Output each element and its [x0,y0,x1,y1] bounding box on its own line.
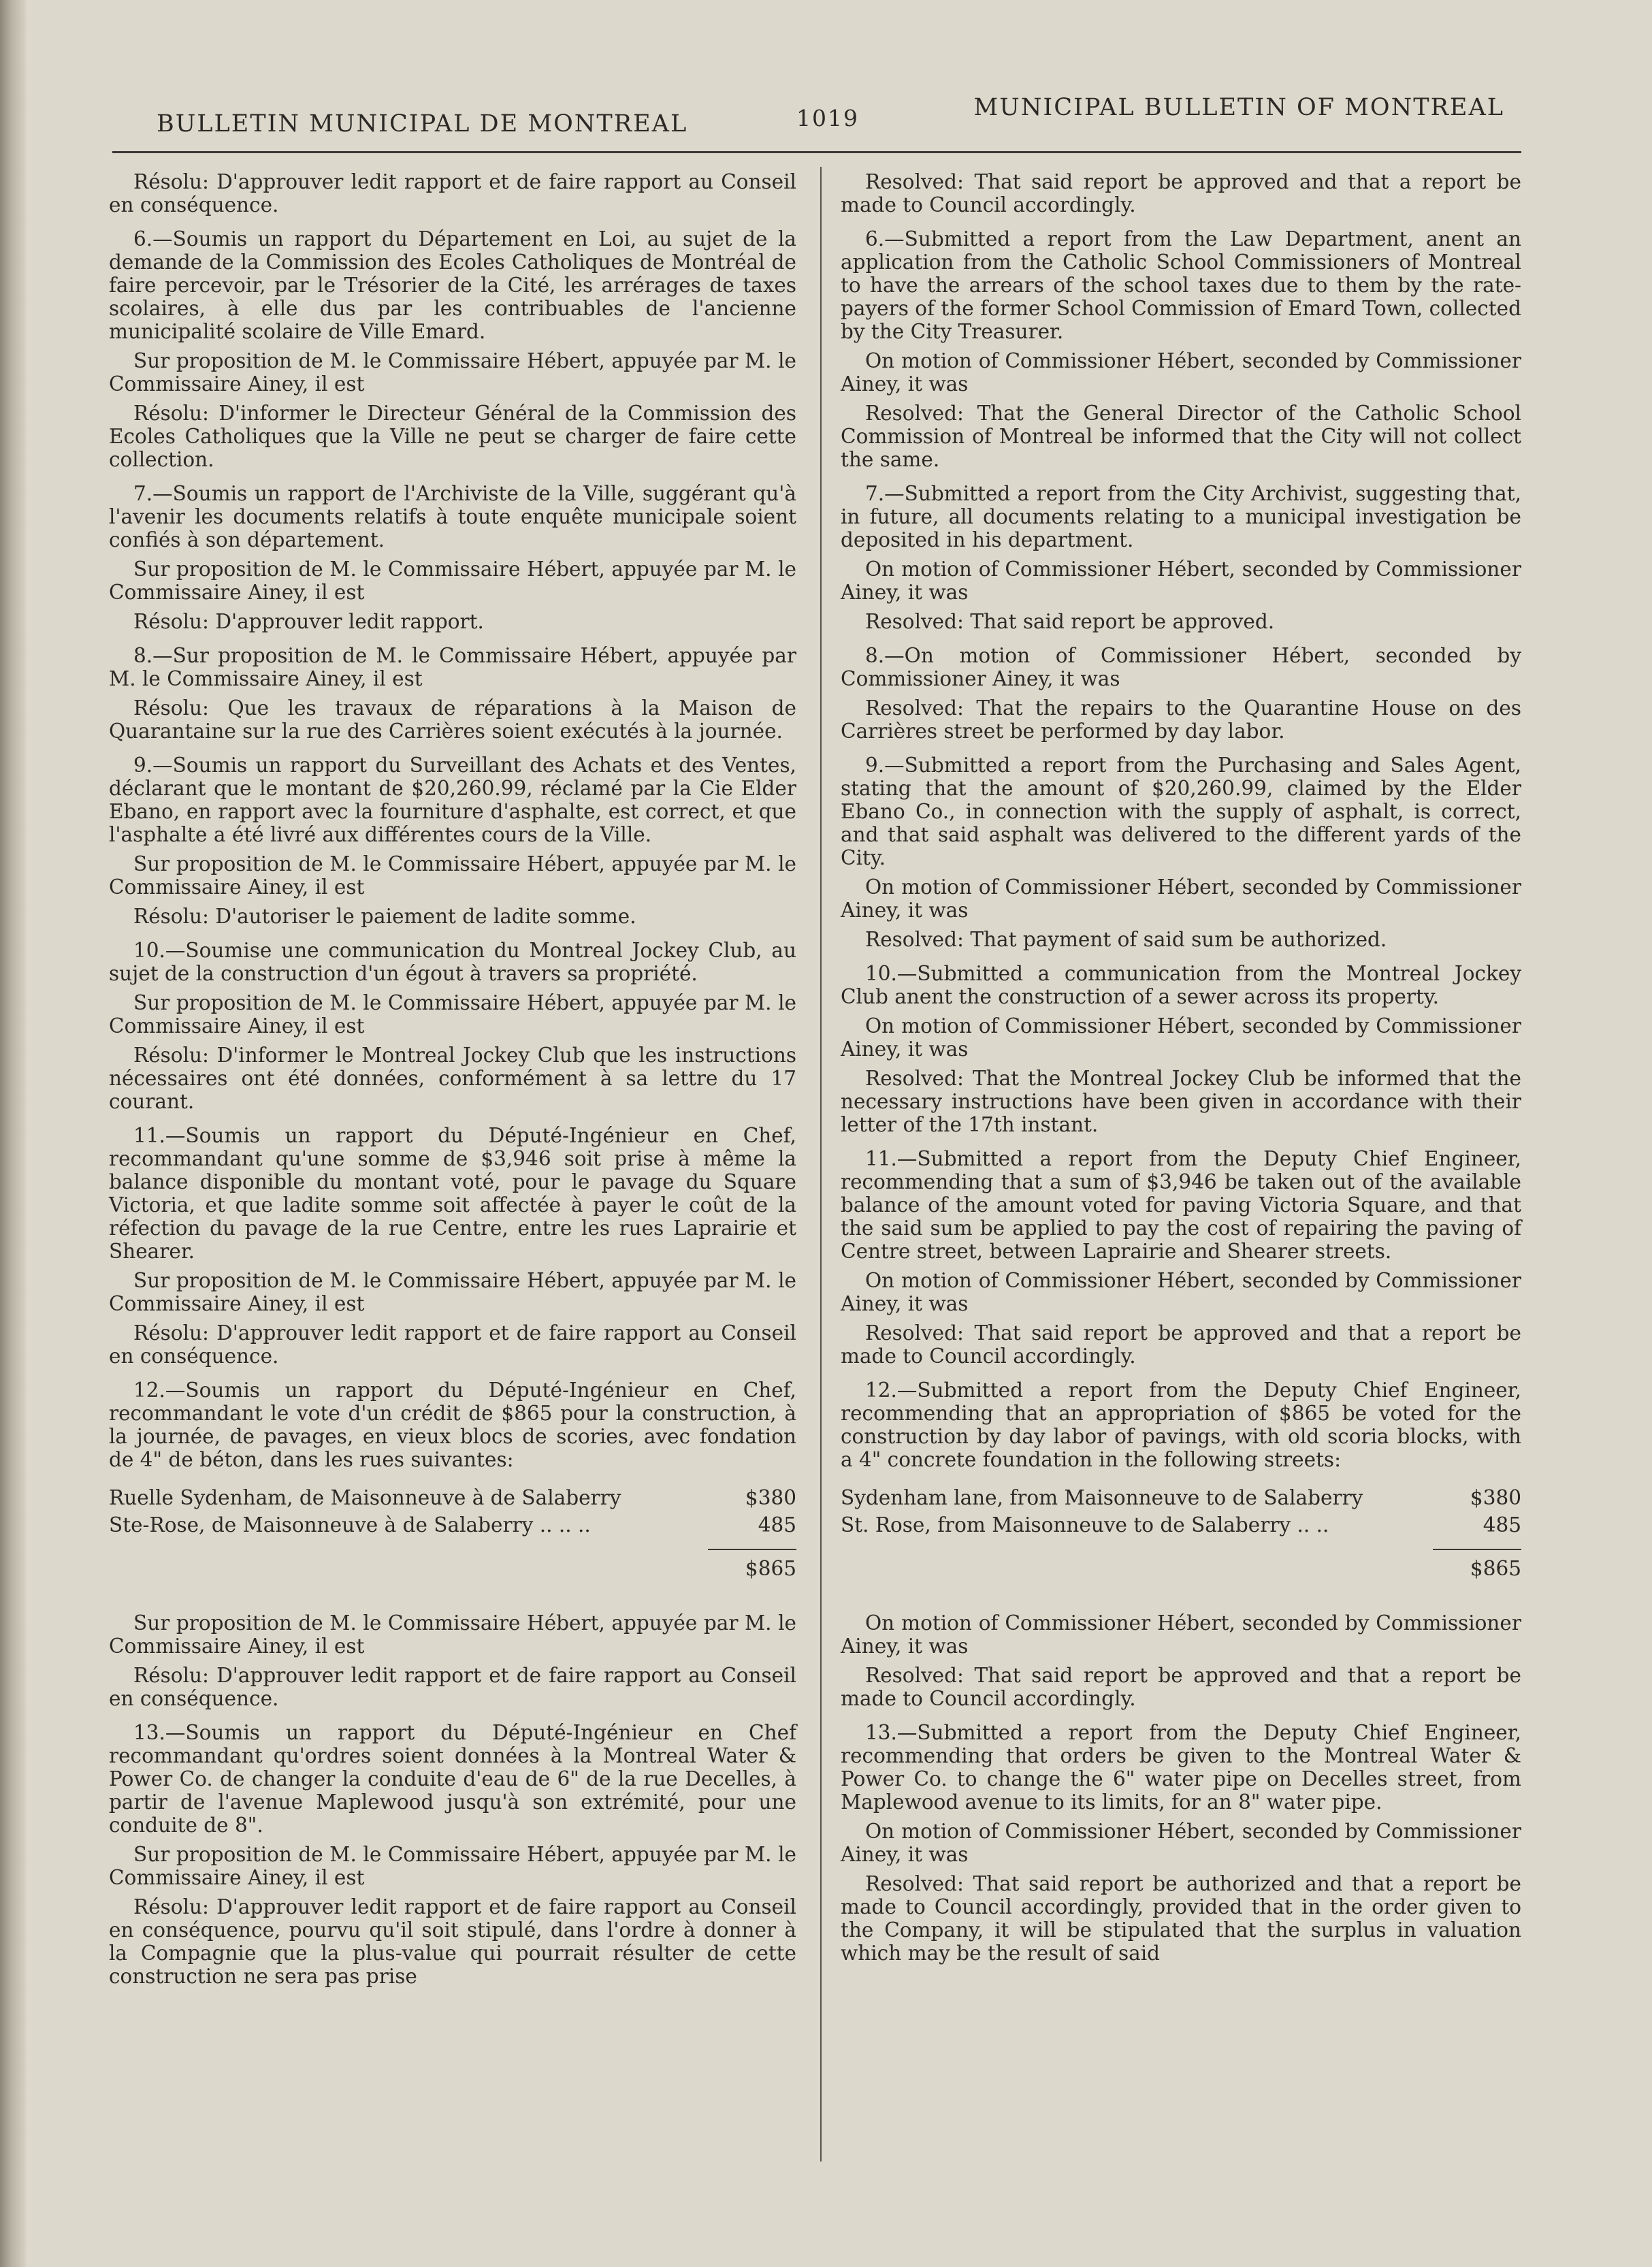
paragraph: Résolu: D'informer le Directeur Général de la Commission des Ecoles Catholiques que la Ville ne peut se charger de faire cette collection. [109,402,796,471]
paragraph: Resolved: That payment of said sum be authorized. [865,928,1387,951]
column-divider [820,167,822,2161]
paragraph: 7.—Submitted a report from the City Archivist, suggesting that, in future, all documents relating to a municipal investigation be deposited in his department. [841,482,1521,551]
header-english-title: MUNICIPAL BULLETIN OF MONTREAL [973,94,1504,121]
total-amount: $865 [1470,1557,1521,1580]
paragraph: Resolved: That said report be authorized and that a report be made to Council accordingly, provided that in the order given to the Company, it will be stipulated that the surplus in valuation which may be the result of said [841,1872,1521,1965]
street-label: Ste-Rose, de Maisonneuve à de Salaberry .. .. .. [109,1513,591,1537]
paragraph: Résolu: D'approuver ledit rapport et de faire rapport au Conseil en conséquence, pourvu qu'il soit stipulé, dans l'ordre à donner à la Compagnie que la plus-value qui pourrait résulter de cette construction ne sera pas prise [109,1895,796,1988]
street-label: Sydenham lane, from Maisonneuve to de Salaberry [841,1486,1363,1509]
paragraph: On motion of Commissioner Hébert, seconded by Commissioner Ainey, it was [841,1269,1521,1315]
paragraph: Sur proposition de M. le Commissaire Hébert, appuyée par M. le Commissaire Ainey, il est [109,1269,796,1315]
amount: $380 [1470,1486,1521,1509]
paragraph: Resolved: That said report be approved and that a report be made to Council accordingly. [841,1321,1521,1368]
paragraph: Resolved: That said report be approved and that a report be made to Council accordingly. [841,170,1521,216]
paragraph: 10.—Soumise une communication du Montreal Jockey Club, au sujet de la construction d'un égout à travers sa propriété. [109,939,796,985]
paragraph: 6.—Submitted a report from the Law Department, anent an application from the Catholic School Commissioners of Montreal to have the arrears of the school taxes due to them by the rate-payers of the former School Commission of Emard Town, collected by the City Treasurer. [841,227,1521,343]
paragraph: Resolved: That the Montreal Jockey Club be informed that the necessary instructions have been given in accordance with their letter of the 17th instant. [841,1067,1521,1136]
paragraph: Sur proposition de M. le Commissaire Hébert, appuyée par M. le Commissaire Ainey, il est [109,349,796,396]
paragraph: 6.—Soumis un rapport du Département en Loi, au sujet de la demande de la Commission des Ecoles Catholiques de Montréal de faire percevoir, par le Trésorier de la Cité, les arrérages de taxes scolaires, à elle dus par les contribuables de l'ancienne municipalité scolaire de Ville Emard. [109,227,796,343]
paragraph: Résolu: Que les travaux de réparations à la Maison de Quarantaine sur la rue des Carrières soient exécutés à la journée. [109,696,796,743]
street-label: St. Rose, from Maisonneuve to de Salaberry .. .. [841,1513,1329,1537]
paragraph: Résolu: D'approuver ledit rapport. [133,610,484,633]
paragraph: Sur proposition de M. le Commissaire Hébert, appuyée par M. le Commissaire Ainey, il est [109,852,796,899]
paragraph: 13.—Soumis un rapport du Député-Ingénieur en Chef recommandant qu'ordres soient données à la Montreal Water & Power Co. de changer la conduite d'eau de 6" de la rue Decelles, à partir de l'avenue Maplewood jusqu'à son extrémité, pour une conduite de 8". [109,1721,796,1837]
paragraph: Sur proposition de M. le Commissaire Hébert, appuyée par M. le Commissaire Ainey, il est [109,1843,796,1889]
header-rule [112,151,1521,153]
paragraph: On motion of Commissioner Hébert, seconded by Commissioner Ainey, it was [841,875,1521,922]
header-french-title: BULLETIN MUNICIPAL DE MONTREAL [157,110,688,138]
paragraph: On motion of Commissioner Hébert, seconded by Commissioner Ainey, it was [841,1014,1521,1061]
amount: $380 [745,1486,796,1509]
page-number: 1019 [796,105,859,131]
paragraph: Résolu: D'autoriser le paiement de ladite somme. [133,905,636,928]
paragraph: On motion of Commissioner Hébert, seconded by Commissioner Ainey, it was [841,1820,1521,1866]
paragraph: On motion of Commissioner Hébert, seconded by Commissioner Ainey, it was [841,558,1521,604]
paragraph: Resolved: That the repairs to the Quarantine House on des Carrières street be performed by day labor. [841,696,1521,743]
total-amount: $865 [745,1557,796,1580]
paragraph: Resolved: That the General Director of the Catholic School Commission of Montreal be informed that the City will not collect the same. [841,402,1521,471]
table-row [109,1513,796,1537]
paragraph: 8.—On motion of Commissioner Hébert, seconded by Commissioner Ainey, it was [841,644,1521,690]
french-column [109,170,796,1994]
paragraph: Sur proposition de M. le Commissaire Hébert, appuyée par M. le Commissaire Ainey, il est [109,1611,796,1658]
paragraph: 9.—Submitted a report from the Purchasing and Sales Agent, stating that the amount of $20,260.99, claimed by the Elder Ebano Co., in connection with the supply of asphalt, is correct, and that said asphalt was delivered to the different yards of the City. [841,754,1521,869]
paragraph: On motion of Commissioner Hébert, seconded by Commissioner Ainey, it was [841,349,1521,396]
paragraph: Resolved: That said report be approved. [865,610,1275,633]
page-header [157,90,1504,138]
appropriation-table [109,1486,796,1580]
paragraph: 10.—Submitted a communication from the Montreal Jockey Club anent the construction of a sewer across its property. [841,962,1521,1008]
paragraph: Résolu: D'informer le Montreal Jockey Club que les instructions nécessaires ont été données, conformément à sa lettre du 17 courant. [109,1044,796,1113]
paragraph: Résolu: D'approuver ledit rapport et de faire rapport au Conseil en conséquence. [109,1321,796,1368]
table-row [841,1486,1521,1509]
book-binding-shadow [0,0,26,2267]
paragraph: Résolu: D'approuver ledit rapport et de faire rapport au Conseil en conséquence. [109,1664,796,1710]
paragraph: 12.—Submitted a report from the Deputy Chief Engineer, recommending that an appropriation of $865 be voted for the construction by day labor of pavings, with old scoria blocks, with a 4" concrete foundation in the following streets: [841,1379,1521,1471]
paragraph: Sur proposition de M. le Commissaire Hébert, appuyée par M. le Commissaire Ainey, il est [109,558,796,604]
amount: 485 [1483,1513,1521,1537]
paragraph: 8.—Sur proposition de M. le Commissaire Hébert, appuyée par M. le Commissaire Ainey, il est [109,644,796,690]
street-label: Ruelle Sydenham, de Maisonneuve à de Salaberry [109,1486,621,1509]
table-row [109,1486,796,1509]
paragraph: 11.—Submitted a report from the Deputy Chief Engineer, recommending that a sum of $3,946 be taken out of the available balance of the amount voted for paving Victoria Square, and that the said sum be applied to pay the cost of repairing the paving of Centre street, between Laprairie and Shearer streets. [841,1147,1521,1263]
amount: 485 [758,1513,796,1537]
english-column [841,170,1521,1971]
paragraph: Sur proposition de M. le Commissaire Hébert, appuyée par M. le Commissaire Ainey, il est [109,991,796,1038]
paragraph: 13.—Submitted a report from the Deputy Chief Engineer, recommending that orders be given to the Montreal Water & Power Co. to change the 6" water pipe on Decelles street, from Maplewood avenue to its limits, for an 8" water pipe. [841,1721,1521,1814]
table-row [841,1513,1521,1537]
paragraph: 7.—Soumis un rapport de l'Archiviste de la Ville, suggérant qu'à l'avenir les documents relatifs à toute enquête municipale soient confiés à son département. [109,482,796,551]
paragraph: Résolu: D'approuver ledit rapport et de faire rapport au Conseil en conséquence. [109,170,796,216]
paragraph: 9.—Soumis un rapport du Surveillant des Achats et des Ventes, déclarant que le montant de $20,260.99, réclamé par la Cie Elder Ebano, en rapport avec la fourniture d'asphalte, est correct, et que l'asphalte a été livré aux différentes cours de la Ville. [109,754,796,846]
sum-rule [708,1549,796,1550]
paragraph: 12.—Soumis un rapport du Député-Ingénieur en Chef, recommandant le vote d'un crédit de $865 pour la construction, à la journée, de pavages, en vieux blocs de scories, avec fondation de 4" de béton, dans les rues suivantes: [109,1379,796,1471]
paragraph: Resolved: That said report be approved and that a report be made to Council accordingly. [841,1664,1521,1710]
paragraph: 11.—Soumis un rapport du Député-Ingénieur en Chef, recommandant qu'une somme de $3,946 soit prise à même la balance disponible du montant voté, pour le pavage du Square Victoria, et que ladite somme soit affectée à payer le coût de la réfection du pavage de la rue Centre, entre les rues Laprairie et Shearer. [109,1124,796,1263]
sum-rule [1433,1549,1521,1550]
appropriation-table [841,1486,1521,1580]
paragraph: On motion of Commissioner Hébert, seconded by Commissioner Ainey, it was [841,1611,1521,1658]
